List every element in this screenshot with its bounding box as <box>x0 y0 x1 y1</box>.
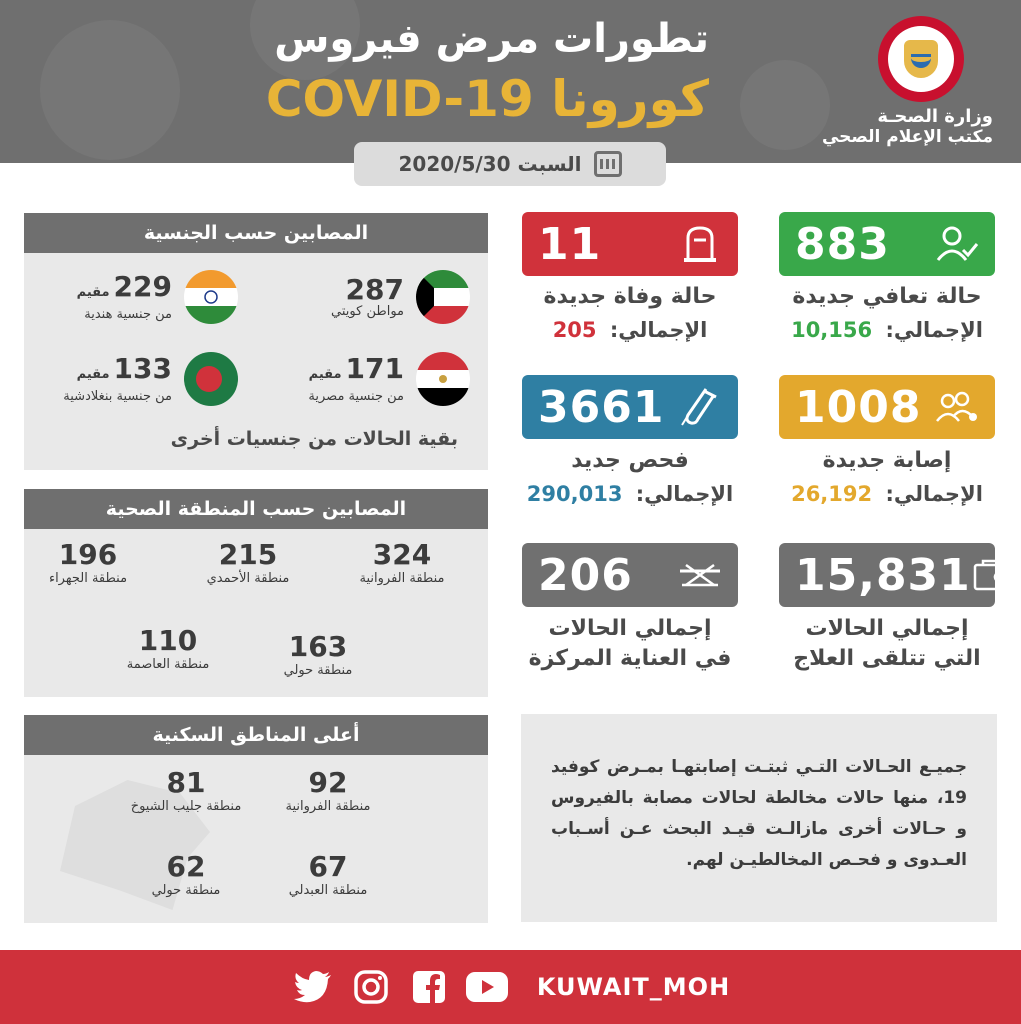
recovered-total-value: 10,156 <box>791 318 873 342</box>
residential-count: 62 <box>166 850 206 883</box>
deaths-total-label: الإجمالي: <box>609 318 708 342</box>
residential-label: منطقة الفروانية <box>285 799 371 814</box>
tests-card <box>522 375 738 439</box>
deaths-total-value: 205 <box>552 318 597 342</box>
other-nationalities-note: بقية الحالات من جنسيات أخرى <box>170 428 458 450</box>
residential-count: 92 <box>308 766 348 799</box>
recovered-card <box>779 212 995 276</box>
residential-label: منطقة حولي <box>151 883 221 898</box>
test-tube-icon <box>678 387 722 427</box>
tests-total <box>522 482 738 506</box>
recovered-label: حالة تعافي جديدة <box>792 284 982 309</box>
page-title: تطورات مرض فيروس <box>274 16 709 62</box>
new-cases-total <box>779 482 995 506</box>
footer-bar <box>0 950 1021 1024</box>
residential-count: 81 <box>166 766 206 799</box>
social-handle[interactable]: KUWAIT_MOH <box>536 973 731 1001</box>
region-label: منطقة حولي <box>283 663 353 678</box>
group-virus-icon <box>935 387 979 427</box>
deaths-value: 11 <box>538 218 602 270</box>
ministry-name: وزارة الصحـة <box>877 106 993 127</box>
icu-label-line2: في العناية المركزة <box>528 646 732 671</box>
residential-title: أعلى المناطق السكنية <box>24 715 488 755</box>
icu-label-line1: إجمالي الحالات <box>548 616 712 641</box>
residential-label: منطقة العبدلي <box>288 883 368 898</box>
residential-item <box>258 767 398 814</box>
nationality-label: مواطن كويتي <box>331 303 404 319</box>
residential-label: منطقة جليب الشيوخ <box>130 799 242 814</box>
tests-total-value: 290,013 <box>526 482 623 506</box>
deaths-card <box>522 212 738 276</box>
nationality-item-kuwait <box>331 270 470 324</box>
india-flag-icon <box>184 270 238 324</box>
virus-decoration <box>740 60 830 150</box>
facebook-icon[interactable] <box>407 967 451 1007</box>
health-regions-title: المصابين حسب المنطقة الصحية <box>24 489 488 529</box>
residential-count: 67 <box>308 850 348 883</box>
region-count: 196 <box>58 538 118 571</box>
note-box: جميـع الحـالات التـي ثبتـت إصابتهـا بمـرض كوفيد 19، منها حالات مخالطة لحالات مصابة بالفيروس و حـالات أخرى مازالـت قيـد البحث عـن أسـباب العـدوى و فحـص المخالطيـن لهم. <box>521 714 997 922</box>
nationality-unit: مقيم <box>76 284 110 300</box>
twitter-icon[interactable] <box>291 967 335 1007</box>
region-item <box>248 631 388 678</box>
region-count: 110 <box>138 624 198 657</box>
nationality-count: 229 <box>113 269 172 303</box>
recovered-value: 883 <box>795 218 890 270</box>
nationality-count: 133 <box>113 351 172 385</box>
icu-card <box>522 543 738 607</box>
tombstone-icon <box>678 224 722 264</box>
ministry-label <box>822 106 993 147</box>
recovered-total-label: الإجمالي: <box>885 318 983 342</box>
residential-item <box>116 767 256 814</box>
nationality-unit: مقيم <box>76 366 110 382</box>
under-treatment-value: 15,831 <box>795 549 971 601</box>
region-label: منطقة الجهراء <box>48 571 128 586</box>
region-item <box>98 625 238 672</box>
nationality-label: من جنسية بنغلادشية <box>63 388 172 404</box>
icu-value: 206 <box>538 549 633 601</box>
residential-panel <box>24 715 488 923</box>
region-label: منطقة العاصمة <box>126 657 210 672</box>
recovered-person-icon <box>935 224 979 264</box>
region-count: 163 <box>288 630 348 663</box>
under-treatment-label <box>779 614 995 674</box>
icu-label <box>522 614 738 674</box>
youtube-icon[interactable] <box>465 967 509 1007</box>
deaths-total <box>522 318 738 342</box>
report-date: السبت 2020/5/30 <box>398 152 582 176</box>
nationality-item-india <box>77 270 238 324</box>
new-cases-total-value: 26,192 <box>791 482 873 506</box>
ministry-office: مكتب الإعلام الصحي <box>821 127 993 147</box>
nationality-label: من جنسية هندية <box>84 306 172 322</box>
new-cases-total-label: الإجمالي: <box>885 482 983 506</box>
new-cases-card <box>779 375 995 439</box>
new-cases-value: 1008 <box>795 381 922 433</box>
calendar-icon <box>594 151 622 177</box>
region-label: منطقة الأحمدي <box>206 571 290 586</box>
tests-value: 3661 <box>538 381 665 433</box>
kuwait-flag-icon <box>416 270 470 324</box>
new-cases-label: إصابة جديدة <box>822 448 952 473</box>
egypt-flag-icon <box>416 352 470 406</box>
nationality-count: 171 <box>345 351 404 385</box>
tests-label: فحص جديد <box>571 448 689 473</box>
kuwait-emblem-icon <box>878 16 964 102</box>
under-treatment-label-line1: إجمالي الحالات <box>805 616 969 641</box>
nationality-item-bangladesh <box>63 352 238 406</box>
date-pill <box>354 142 666 186</box>
nationality-panel <box>24 213 488 470</box>
region-item <box>18 539 158 586</box>
virus-decoration <box>40 20 180 160</box>
nationality-count: 287 <box>345 272 404 306</box>
residential-item <box>258 851 398 898</box>
bangladesh-flag-icon <box>184 352 238 406</box>
nationality-item-egypt <box>308 352 470 406</box>
nationality-label: من جنسية مصرية <box>308 388 404 404</box>
wallet-icon <box>971 555 1015 595</box>
nationality-unit: مقيم <box>308 366 342 382</box>
deaths-label: حالة وفاة جديدة <box>543 284 717 309</box>
tests-total-label: الإجمالي: <box>635 482 734 506</box>
region-count: 324 <box>372 538 432 571</box>
nationality-title: المصابين حسب الجنسية <box>24 213 488 253</box>
instagram-icon[interactable] <box>349 967 393 1007</box>
recovered-total <box>779 318 995 342</box>
header-banner <box>0 0 1021 163</box>
region-label: منطقة الفروانية <box>359 571 445 586</box>
stretcher-icon <box>678 555 722 595</box>
under-treatment-label-line2: التي تتلقى العلاج <box>793 646 981 671</box>
region-item <box>178 539 318 586</box>
region-count: 215 <box>218 538 278 571</box>
residential-item <box>116 851 256 898</box>
region-item <box>332 539 472 586</box>
under-treatment-card <box>779 543 995 607</box>
health-regions-panel <box>24 489 488 697</box>
page-subtitle: كورونا COVID-19 <box>265 70 709 128</box>
